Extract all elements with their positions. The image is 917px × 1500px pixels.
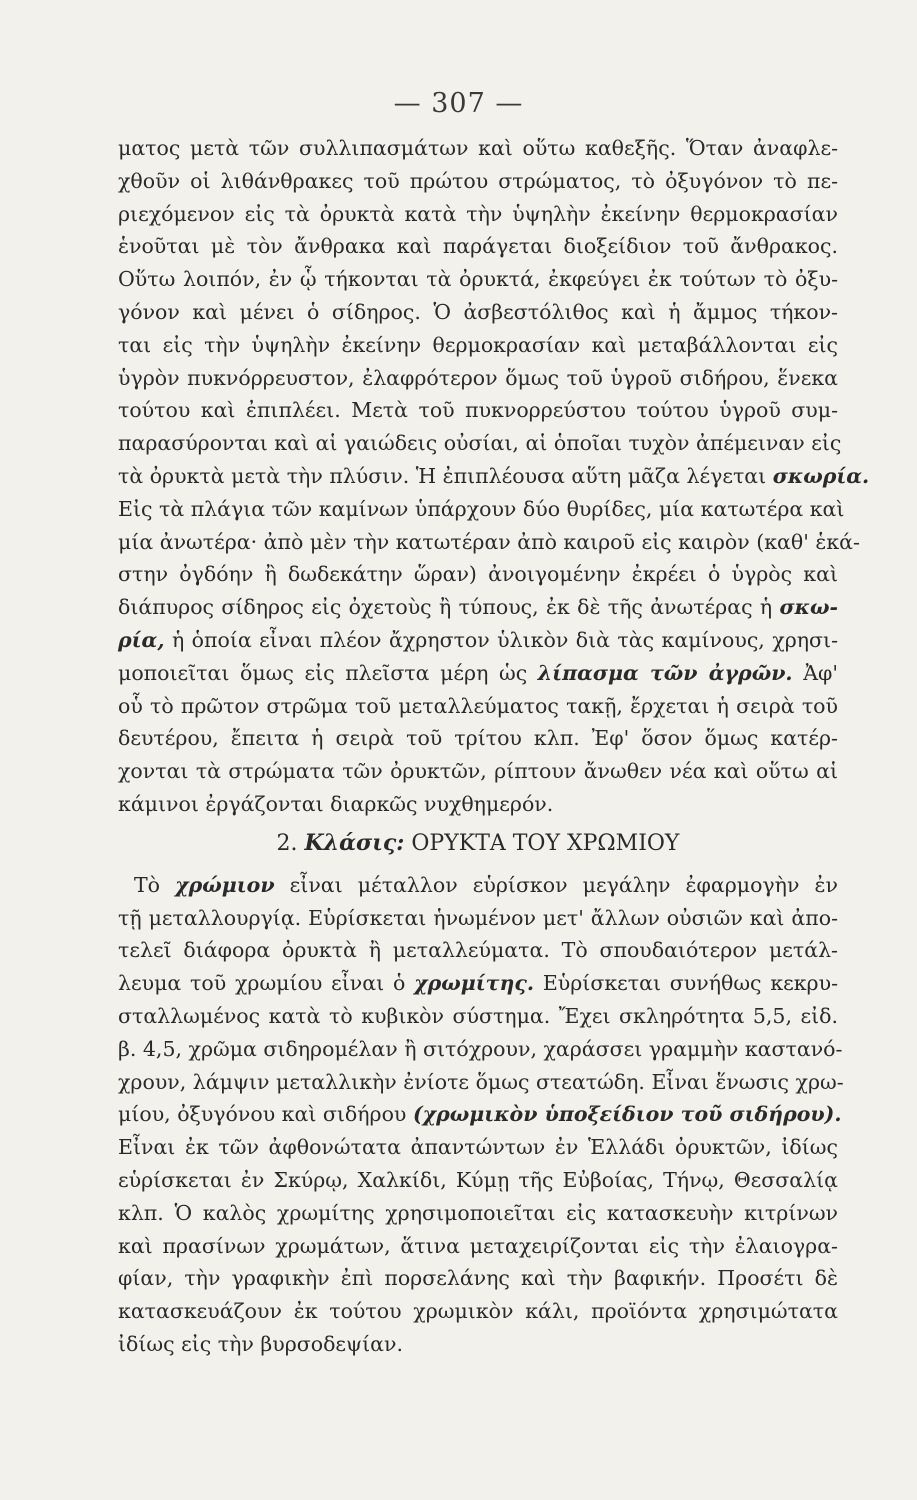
text-segment: ἡ ὁποία εἶναι πλέον ἄχρηστον ὑλικὸν διὰ τὰς καμίνους, χρησι- [171, 627, 838, 652]
text-line [118, 869, 838, 902]
text-line: Οὕτω λοιπόν, ἐν ᾧ τήκονται τὰ ὀρυκτά, ἐκφεύγει ἐκ τούτων τὸ ὀξυ- [118, 267, 838, 292]
term-fertilizer: λίπασμα τῶν ἀγρῶν. [537, 660, 793, 685]
text-line: κάμινοι ἐργάζονται διαρκῶς νυχθημερόν. [118, 791, 554, 816]
text-line: δευτέρου, ἔπειτα ἡ σειρὰ τοῦ τρίτου κλπ. Ἐφ' ὅσον ὅμως κατέρ- [118, 726, 838, 751]
text-line: ματος μετὰ τῶν συλλιπασμάτων καὶ οὕτω καθεξῆς. Ὅταν ἀναφλε- [118, 136, 838, 160]
heading-title: ΟΡΥΚΤΑ ΤΟΥ ΧΡΩΜΙΟΥ [411, 830, 680, 856]
text-line: χονται τὰ στρώματα τῶν ὀρυκτῶν, ρίπτουν ἄνωθεν νέα καὶ οὕτω αἱ [118, 759, 838, 784]
text-line: κλπ. Ὁ καλὸς χρωμίτης χρησιμοποιεῖται εἰς κατασκευὴν κιτρίνων [118, 1200, 838, 1225]
text-line: β. 4,5, χρῶμα σιδηρομέλαν ἢ σιτόχρουν, χαράσσει γραμμὴν καστανό- [118, 1036, 843, 1061]
text-segment: τὰ ὀρυκτὰ μετὰ τὴν πλύσιν. Ἡ ἐπιπλέουσα αὕτη μᾶζα λέγεται [118, 463, 767, 488]
text-line: καὶ πρασίνων χρωμάτων, ἅτινα μεταχειρίζονται εἰς τὴν ἐλαιογρα- [118, 1233, 838, 1258]
text-line: κατασκευάζουν ἐκ τούτου χρωμικὸν κάλι, προϊόντα χρησιμώτατα [118, 1299, 838, 1324]
text-segment: Ἀφ' [803, 660, 838, 685]
text-line: ἑνοῦται μὲ τὸν ἄνθρακα καὶ παράγεται διοξείδιον τοῦ ἄνθρακος. [118, 234, 838, 259]
text-line: χρουν, λάμψιν μεταλλικὴν ἐνίοτε ὅμως στεατώδη. Εἶναι ἕνωσις χρω- [118, 1069, 844, 1094]
text-line: τελεῖ διάφορα ὀρυκτὰ ἢ μεταλλεύματα. Τὸ σπουδαιότερον μετάλ- [118, 938, 838, 963]
text-line: στην ὀγδόην ἢ δωδεκάτην ὥραν) ἀνοιγομένην ἐκρέει ὁ ὑγρὸς καὶ [118, 562, 838, 587]
text-line: σταλλωμένος κατὰ τὸ κυβικὸν σύστημα. Ἔχει σκληρότητα 5,5, εἰδ. [118, 1003, 838, 1028]
page-number: — 307 — [393, 88, 524, 119]
term-slag-continued: ρία, [118, 627, 165, 652]
body-text [118, 132, 870, 1361]
text-line: φίαν, τὴν γραφικὴν ἐπὶ πορσελάνης καὶ τὴν βαφικήν. Προσέτι δὲ [118, 1266, 838, 1291]
text-line: Εἶναι ἐκ τῶν ἀφθονώτατα ἀπαντώντων ἐν Ἑλλάδι ὀρυκτῶν, ἰδίως [118, 1135, 838, 1160]
text-segment: Τὸ [134, 872, 161, 897]
text-segment: μοποιεῖται ὅμως εἰς πλεῖστα μέρη ὡς [118, 660, 528, 685]
text-segment: μίου, ὀξυγόνου καὶ σιδήρου [118, 1102, 407, 1127]
text-line [118, 591, 838, 624]
text-line: παρασύρονται καὶ αἱ γαιώδεις οὐσίαι, αἱ ὁποῖαι τυχὸν ἀπέμειναν εἰς [118, 431, 842, 456]
text-segment: εἶναι μέταλλον εὑρίσκον μεγάλην ἐφαρμογὴν ἐν [289, 872, 838, 897]
text-line: οὗ τὸ πρῶτον στρῶμα τοῦ μεταλλεύματος τακῇ, ἔρχεται ἡ σειρὰ τοῦ [118, 693, 838, 718]
term-slag-hyphenated: σκω- [779, 595, 838, 620]
text-line: μία ἀνωτέρα· ἀπὸ μὲν τὴν κατωτέραν ἀπὸ καιροῦ εἰς καιρὸν (καθ' ἑκά- [118, 529, 860, 554]
text-segment: Εὑρίσκεται συνήθως κεκρυ- [542, 971, 839, 996]
text-line [118, 967, 838, 1000]
text-line [118, 657, 838, 690]
text-line: ται εἰς τὴν ὑψηλὴν ἐκείνην θερμοκρασίαν καὶ μεταβάλλονται εἰς [118, 332, 838, 357]
text-line: τῇ μεταλλουργίᾳ. Εὑρίσκεται ἡνωμένον μετ' ἄλλων οὐσιῶν καὶ ἀπο- [118, 905, 838, 930]
term-chromic-oxide: (χρωμικὸν ὑποξείδιον τοῦ σιδήρου). [412, 1102, 842, 1127]
text-line [118, 460, 870, 493]
text-line: ριεχόμενον εἰς τὰ ὀρυκτὰ κατὰ τὴν ὑψηλὴν ἐκείνην θερμοκρασίαν [118, 201, 838, 226]
section-heading [118, 821, 838, 861]
term-chromite: χρωμίτης. [414, 971, 534, 996]
text-line [118, 1098, 842, 1131]
text-segment: διάπυρος σίδηρος εἰς ὀχετοὺς ἢ τύπους, ἐκ δὲ τῆς ἀνωτέρας ἡ [118, 595, 773, 620]
text-line: χθοῦν οἱ λιθάνθρακες τοῦ πρώτου στρώματος, τὸ ὀξυγόνον τὸ πε- [118, 168, 838, 193]
term-chromium: χρώμιον [175, 872, 275, 897]
text-line [118, 624, 838, 657]
text-line: εὑρίσκεται ἐν Σκύρῳ, Χαλκίδι, Κύμῃ τῆς Εὐβοίας, Τήνῳ, Θεσσαλίᾳ [118, 1167, 838, 1192]
heading-class: Κλάσις: [304, 829, 405, 856]
text-line: τούτου καὶ ἐπιπλέει. Μετὰ τοῦ πυκνορρεύστου τούτου ὑγροῦ συμ- [118, 398, 838, 423]
text-line: Εἰς τὰ πλάγια τῶν καμίνων ὑπάρχουν δύο θυρίδες, μία κατωτέρα καὶ [118, 496, 845, 521]
text-line: ἰδίως εἰς τὴν βυρσοδεψίαν. [118, 1331, 403, 1356]
term-slag: σκωρία. [772, 463, 870, 488]
text-line: γόνον καὶ μένει ὁ σίδηρος. Ὁ ἀσβεστόλιθος καὶ ἡ ἄμμος τήκον- [118, 299, 838, 324]
heading-number: 2. [276, 830, 298, 856]
text-line: ὑγρὸν πυκνόρρευστον, ἐλαφρότερον ὅμως τοῦ ὑγροῦ σιδήρου, ἕνεκα [118, 365, 838, 390]
text-segment: λευμα τοῦ χρωμίου εἶναι ὁ [118, 971, 406, 996]
